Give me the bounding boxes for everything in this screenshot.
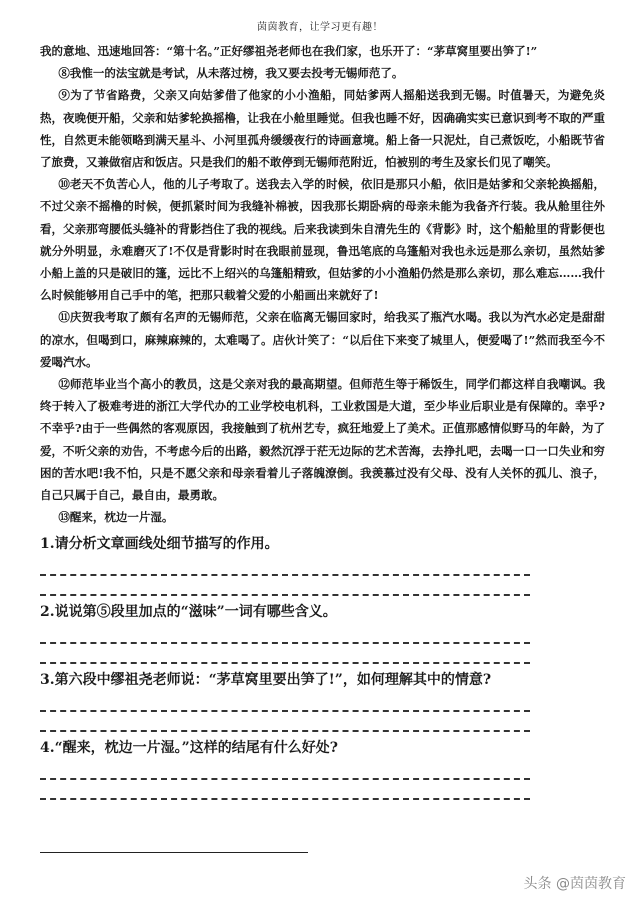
answer-line[interactable] <box>40 584 530 596</box>
question-2 <box>40 602 605 664</box>
paragraph-10: ⑩老天不负苦心人，他的儿子考取了。送我去入学的时候，依旧是那只小船，依旧是姑爹和父亲轮换摇船，不过父亲不摇橹的时候，便抓紧时间为我缝补棉被，因我那长期卧病的母亲未能为我备齐行装。我从舱里往外看，父亲那弯腰低头缝补的背影挡住了我的视线。后来我读到朱自清先生的《背影》时，这个船舱里的背影便也就分外明显，永难磨灭了!不仅是背影时时在我眼前显现，鲁迅笔底的乌篷船对我也永远是那么亲切，虽然姑爹小船上盖的只是破旧的篷，远比不上绍兴的乌篷船精致，但姑爹的小小渔船仍然是那么亲切，那么难忘……我什么时候能够用自己手中的笔，把那只载着父爱的小船画出来就好了! <box>40 177 605 303</box>
paragraph-11: ⑪庆贺我考取了颇有名声的无锡师范，父亲在临离无锡回家时，给我买了瓶汽水喝。我以为汽水必定是甜甜的凉水，但喝到口，麻辣麻辣的，太难喝了。店伙计笑了：“以后住下来变了城里人，便爱喝了!”然而我至今不爱喝汽水。 <box>40 310 605 369</box>
answer-line[interactable] <box>40 720 530 732</box>
paragraph-13: ⑬醒来，枕边一片湿。 <box>58 510 174 525</box>
answer-line[interactable] <box>40 652 530 664</box>
question-text: 4.“醒来，枕边一片湿。”这样的结尾有什么好处? <box>40 740 338 757</box>
question-4 <box>40 738 605 800</box>
answer-line[interactable] <box>40 564 530 576</box>
question-text: 1.请分析文章画线处细节描写的作用。 <box>40 536 279 553</box>
footer-divider <box>40 852 308 853</box>
question-1 <box>40 534 605 596</box>
question-text: 2.说说第⑤段里加点的“滋味”一词有哪些含义。 <box>40 604 337 621</box>
paragraph-7-end: 我的意地、迅速地回答：“第十名。”正好缪祖尧老师也在我们家，也乐开了：“茅草窝里要出笋了!” <box>40 44 538 58</box>
paragraph-8: ⑧我惟一的法宝就是考试，从未落过榜，我又要去投考无锡师范了。 <box>58 66 404 81</box>
question-text: 3.第六段中缪祖尧老师说：“茅草窝里要出笋了!”，如何理解其中的情意? <box>40 672 492 689</box>
answer-line[interactable] <box>40 632 530 644</box>
header-slogan: 茵茵教育，让学习更有趣！ <box>257 22 383 33</box>
watermark: 头条 @茵茵教育 <box>523 876 626 892</box>
answer-line[interactable] <box>40 768 530 780</box>
answer-line[interactable] <box>40 700 530 712</box>
paragraph-9: ⑨为了节省路费，父亲又向姑爹借了他家的小小渔船，同姑爹两人摇船送我到无锡。时值暑天，为避免炎热，夜晚便开船，父亲和姑爹轮换摇橹，让我在小舱里睡觉。但我也睡不好，因确确实实已意识到考不取的严重性，自然更未能领略到满天星斗、小河里孤舟缓缓夜行的诗画意境。船上备一只泥灶，自己煮饭吃，小船既节省了旅费，又兼做宿店和饭店。只是我们的船不敢停到无锡师范附近，怕被别的考生及家长们见了嘲笑。 <box>40 88 605 170</box>
question-3 <box>40 670 605 732</box>
article-body <box>40 40 605 800</box>
answer-line[interactable] <box>40 788 530 800</box>
paragraph-12: ⑫师范毕业当个高小的教员，这是父亲对我的最高期望。但师范生等于稀饭生，同学们都这样自我嘲讽。我终于转入了极难考进的浙江大学代办的工业学校电机科，工业救国是大道，至少毕业后职业是有保障的。幸乎?不幸乎?由于一些偶然的客观原因，我接触到了杭州艺专，疯狂地爱上了美术。正值那感情似野马的年龄，为了爱，不听父亲的劝告，不考虑今后的出路，毅然沉浮于茫无边际的艺术苦海，去挣扎吧，去喝一口一口失业和穷困的苦水吧!我不怕，只是不愿父亲和母亲看着儿子落魄潦倒。我羡慕过没有父母、没有人关怀的孤儿、浪子，自己只属于自己，最自由，最勇敢。 <box>40 377 605 503</box>
